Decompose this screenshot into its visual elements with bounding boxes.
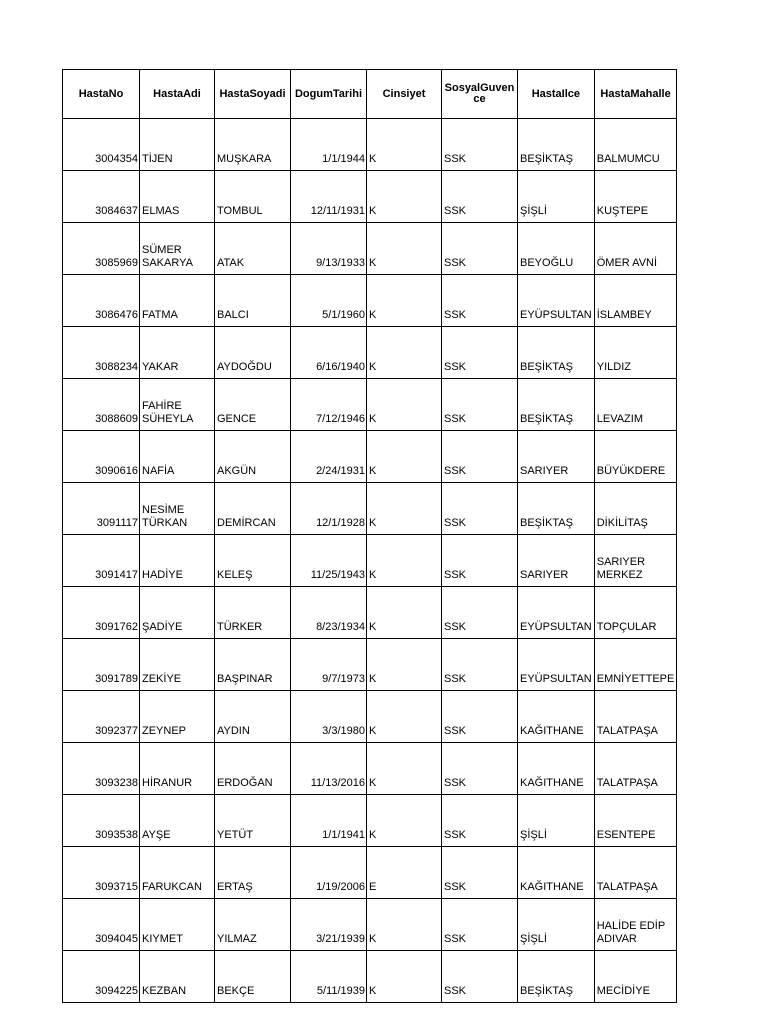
cell-hastasoyadi: BALCI [215, 275, 291, 327]
table-row [63, 483, 677, 535]
cell-cinsiyet: K [367, 951, 442, 1003]
cell-hastasoyadi: AYDOĞDU [215, 327, 291, 379]
cell-hastaadi: YAKAR [140, 327, 215, 379]
cell-hastano: 3088609 [63, 379, 140, 431]
cell-sosyalguvence: SSK [442, 171, 518, 223]
table-row [63, 223, 677, 275]
cell-hastaadi: KEZBAN [140, 951, 215, 1003]
cell-hastamahalle: ÖMER AVNİ [594, 223, 677, 275]
cell-hastaadi: AYŞE [140, 795, 215, 847]
cell-sosyalguvence: SSK [442, 275, 518, 327]
cell-hastasoyadi: DEMİRCAN [215, 483, 291, 535]
column-header-hastaadi: HastaAdi [140, 70, 215, 119]
cell-hastasoyadi: TÜRKER [215, 587, 291, 639]
cell-hastaadi: ELMAS [140, 171, 215, 223]
table-row [63, 171, 677, 223]
cell-hastano: 3093538 [63, 795, 140, 847]
cell-hastasoyadi: YILMAZ [215, 899, 291, 951]
cell-dogumtarihi: 1/1/1944 [291, 119, 367, 171]
table-row [63, 847, 677, 899]
cell-hastailce: ŞİŞLİ [518, 795, 595, 847]
cell-hastaadi: FATMA [140, 275, 215, 327]
table-row [63, 535, 677, 587]
table-row [63, 691, 677, 743]
cell-hastaadi: FARUKCAN [140, 847, 215, 899]
cell-sosyalguvence: SSK [442, 639, 518, 691]
cell-hastamahalle: YILDIZ [594, 327, 677, 379]
cell-hastasoyadi: AYDIN [215, 691, 291, 743]
cell-cinsiyet: K [367, 275, 442, 327]
cell-hastailce: EYÜPSULTAN [518, 587, 595, 639]
cell-hastamahalle: EMNİYETTEPE [594, 639, 677, 691]
cell-dogumtarihi: 3/3/1980 [291, 691, 367, 743]
cell-hastailce: ŞİŞLİ [518, 171, 595, 223]
column-header-hastailce: HastaIlce [518, 70, 595, 119]
column-header-hastano: HastaNo [63, 70, 140, 119]
cell-hastamahalle: TOPÇULAR [594, 587, 677, 639]
cell-hastaadi: HADİYE [140, 535, 215, 587]
cell-hastamahalle: İSLAMBEY [594, 275, 677, 327]
cell-hastaadi: ZEKİYE [140, 639, 215, 691]
cell-hastaadi: NESİME TÜRKAN [140, 483, 215, 535]
table-body [63, 119, 677, 1003]
cell-hastamahalle: TALATPAŞA [594, 743, 677, 795]
cell-hastano: 3091417 [63, 535, 140, 587]
cell-hastamahalle: KUŞTEPE [594, 171, 677, 223]
cell-hastailce: ŞİŞLİ [518, 899, 595, 951]
cell-hastamahalle: BALMUMCU [594, 119, 677, 171]
cell-sosyalguvence: SSK [442, 795, 518, 847]
cell-dogumtarihi: 6/16/1940 [291, 327, 367, 379]
cell-hastamahalle: ESENTEPE [594, 795, 677, 847]
header-row [63, 70, 677, 119]
cell-hastamahalle: HALİDE EDİP ADIVAR [594, 899, 677, 951]
cell-hastailce: SARIYER [518, 535, 595, 587]
cell-hastailce: EYÜPSULTAN [518, 275, 595, 327]
cell-sosyalguvence: SSK [442, 899, 518, 951]
cell-hastasoyadi: ATAK [215, 223, 291, 275]
cell-hastasoyadi: AKGÜN [215, 431, 291, 483]
cell-cinsiyet: K [367, 431, 442, 483]
cell-hastasoyadi: YETÜT [215, 795, 291, 847]
cell-hastailce: BEŞİKTAŞ [518, 119, 595, 171]
cell-dogumtarihi: 12/11/1931 [291, 171, 367, 223]
cell-hastano: 3004354 [63, 119, 140, 171]
table-row [63, 899, 677, 951]
cell-cinsiyet: K [367, 379, 442, 431]
cell-hastasoyadi: ERTAŞ [215, 847, 291, 899]
cell-dogumtarihi: 3/21/1939 [291, 899, 367, 951]
cell-hastano: 3092377 [63, 691, 140, 743]
cell-sosyalguvence: SSK [442, 587, 518, 639]
table-row [63, 327, 677, 379]
cell-sosyalguvence: SSK [442, 223, 518, 275]
cell-dogumtarihi: 9/7/1973 [291, 639, 367, 691]
cell-hastano: 3084637 [63, 171, 140, 223]
cell-hastano: 3094045 [63, 899, 140, 951]
cell-hastasoyadi: BAŞPINAR [215, 639, 291, 691]
table-row [63, 379, 677, 431]
cell-hastamahalle: DİKİLİTAŞ [594, 483, 677, 535]
cell-hastailce: BEŞİKTAŞ [518, 379, 595, 431]
cell-cinsiyet: E [367, 847, 442, 899]
cell-hastamahalle: BÜYÜKDERE [594, 431, 677, 483]
cell-hastailce: BEYOĞLU [518, 223, 595, 275]
column-header-dogumtarihi: DogumTarihi [291, 70, 367, 119]
cell-dogumtarihi: 7/12/1946 [291, 379, 367, 431]
cell-hastaadi: HİRANUR [140, 743, 215, 795]
cell-cinsiyet: K [367, 119, 442, 171]
table-row [63, 275, 677, 327]
column-header-hastasoyadi: HastaSoyadi [215, 70, 291, 119]
cell-cinsiyet: K [367, 535, 442, 587]
cell-hastano: 3091789 [63, 639, 140, 691]
cell-sosyalguvence: SSK [442, 327, 518, 379]
cell-cinsiyet: K [367, 483, 442, 535]
cell-hastaadi: SÜMER SAKARYA [140, 223, 215, 275]
cell-hastasoyadi: MUŞKARA [215, 119, 291, 171]
cell-hastasoyadi: KELEŞ [215, 535, 291, 587]
cell-hastano: 3088234 [63, 327, 140, 379]
cell-dogumtarihi: 11/25/1943 [291, 535, 367, 587]
cell-sosyalguvence: SSK [442, 431, 518, 483]
cell-hastaadi: ŞADİYE [140, 587, 215, 639]
table-row [63, 743, 677, 795]
cell-hastailce: BEŞİKTAŞ [518, 483, 595, 535]
table-row [63, 587, 677, 639]
cell-dogumtarihi: 1/19/2006 [291, 847, 367, 899]
column-header-cinsiyet: Cinsiyet [367, 70, 442, 119]
cell-hastamahalle: SARIYER MERKEZ [594, 535, 677, 587]
cell-dogumtarihi: 1/1/1941 [291, 795, 367, 847]
cell-hastano: 3090616 [63, 431, 140, 483]
cell-hastaadi: KIYMET [140, 899, 215, 951]
cell-hastailce: KAĞITHANE [518, 743, 595, 795]
cell-cinsiyet: K [367, 743, 442, 795]
cell-cinsiyet: K [367, 899, 442, 951]
cell-hastailce: BEŞİKTAŞ [518, 327, 595, 379]
cell-hastailce: KAĞITHANE [518, 847, 595, 899]
cell-cinsiyet: K [367, 171, 442, 223]
cell-cinsiyet: K [367, 795, 442, 847]
cell-hastamahalle: LEVAZIM [594, 379, 677, 431]
table-row [63, 431, 677, 483]
cell-hastailce: KAĞITHANE [518, 691, 595, 743]
cell-hastamahalle: TALATPAŞA [594, 847, 677, 899]
cell-hastano: 3086476 [63, 275, 140, 327]
cell-hastasoyadi: BEKÇE [215, 951, 291, 1003]
cell-hastano: 3091762 [63, 587, 140, 639]
table-row [63, 119, 677, 171]
cell-hastasoyadi: GENCE [215, 379, 291, 431]
cell-hastano: 3094225 [63, 951, 140, 1003]
table-row [63, 951, 677, 1003]
cell-sosyalguvence: SSK [442, 483, 518, 535]
cell-dogumtarihi: 12/1/1928 [291, 483, 367, 535]
cell-sosyalguvence: SSK [442, 951, 518, 1003]
cell-dogumtarihi: 8/23/1934 [291, 587, 367, 639]
cell-sosyalguvence: SSK [442, 379, 518, 431]
cell-cinsiyet: K [367, 639, 442, 691]
cell-hastano: 3085969 [63, 223, 140, 275]
cell-dogumtarihi: 5/11/1939 [291, 951, 367, 1003]
cell-hastamahalle: MECİDİYE [594, 951, 677, 1003]
cell-hastano: 3093715 [63, 847, 140, 899]
table-row [63, 639, 677, 691]
cell-cinsiyet: K [367, 327, 442, 379]
patient-table [62, 69, 677, 1003]
cell-cinsiyet: K [367, 587, 442, 639]
cell-hastaadi: NAFİA [140, 431, 215, 483]
column-header-hastamahalle: HastaMahalle [594, 70, 677, 119]
cell-hastano: 3091117 [63, 483, 140, 535]
cell-hastaadi: TİJEN [140, 119, 215, 171]
cell-hastano: 3093238 [63, 743, 140, 795]
cell-hastaadi: ZEYNEP [140, 691, 215, 743]
cell-hastasoyadi: ERDOĞAN [215, 743, 291, 795]
column-header-sosyalguvence: SosyalGuvence [442, 70, 518, 119]
cell-sosyalguvence: SSK [442, 743, 518, 795]
cell-hastailce: EYÜPSULTAN [518, 639, 595, 691]
cell-hastasoyadi: TOMBUL [215, 171, 291, 223]
cell-dogumtarihi: 9/13/1933 [291, 223, 367, 275]
cell-cinsiyet: K [367, 691, 442, 743]
cell-dogumtarihi: 2/24/1931 [291, 431, 367, 483]
cell-hastamahalle: TALATPAŞA [594, 691, 677, 743]
cell-dogumtarihi: 11/13/2016 [291, 743, 367, 795]
cell-hastailce: SARIYER [518, 431, 595, 483]
cell-cinsiyet: K [367, 223, 442, 275]
cell-sosyalguvence: SSK [442, 535, 518, 587]
cell-sosyalguvence: SSK [442, 119, 518, 171]
cell-dogumtarihi: 5/1/1960 [291, 275, 367, 327]
cell-sosyalguvence: SSK [442, 847, 518, 899]
cell-hastaadi: FAHİRE SÜHEYLA [140, 379, 215, 431]
cell-hastailce: BEŞİKTAŞ [518, 951, 595, 1003]
table-row [63, 795, 677, 847]
cell-sosyalguvence: SSK [442, 691, 518, 743]
